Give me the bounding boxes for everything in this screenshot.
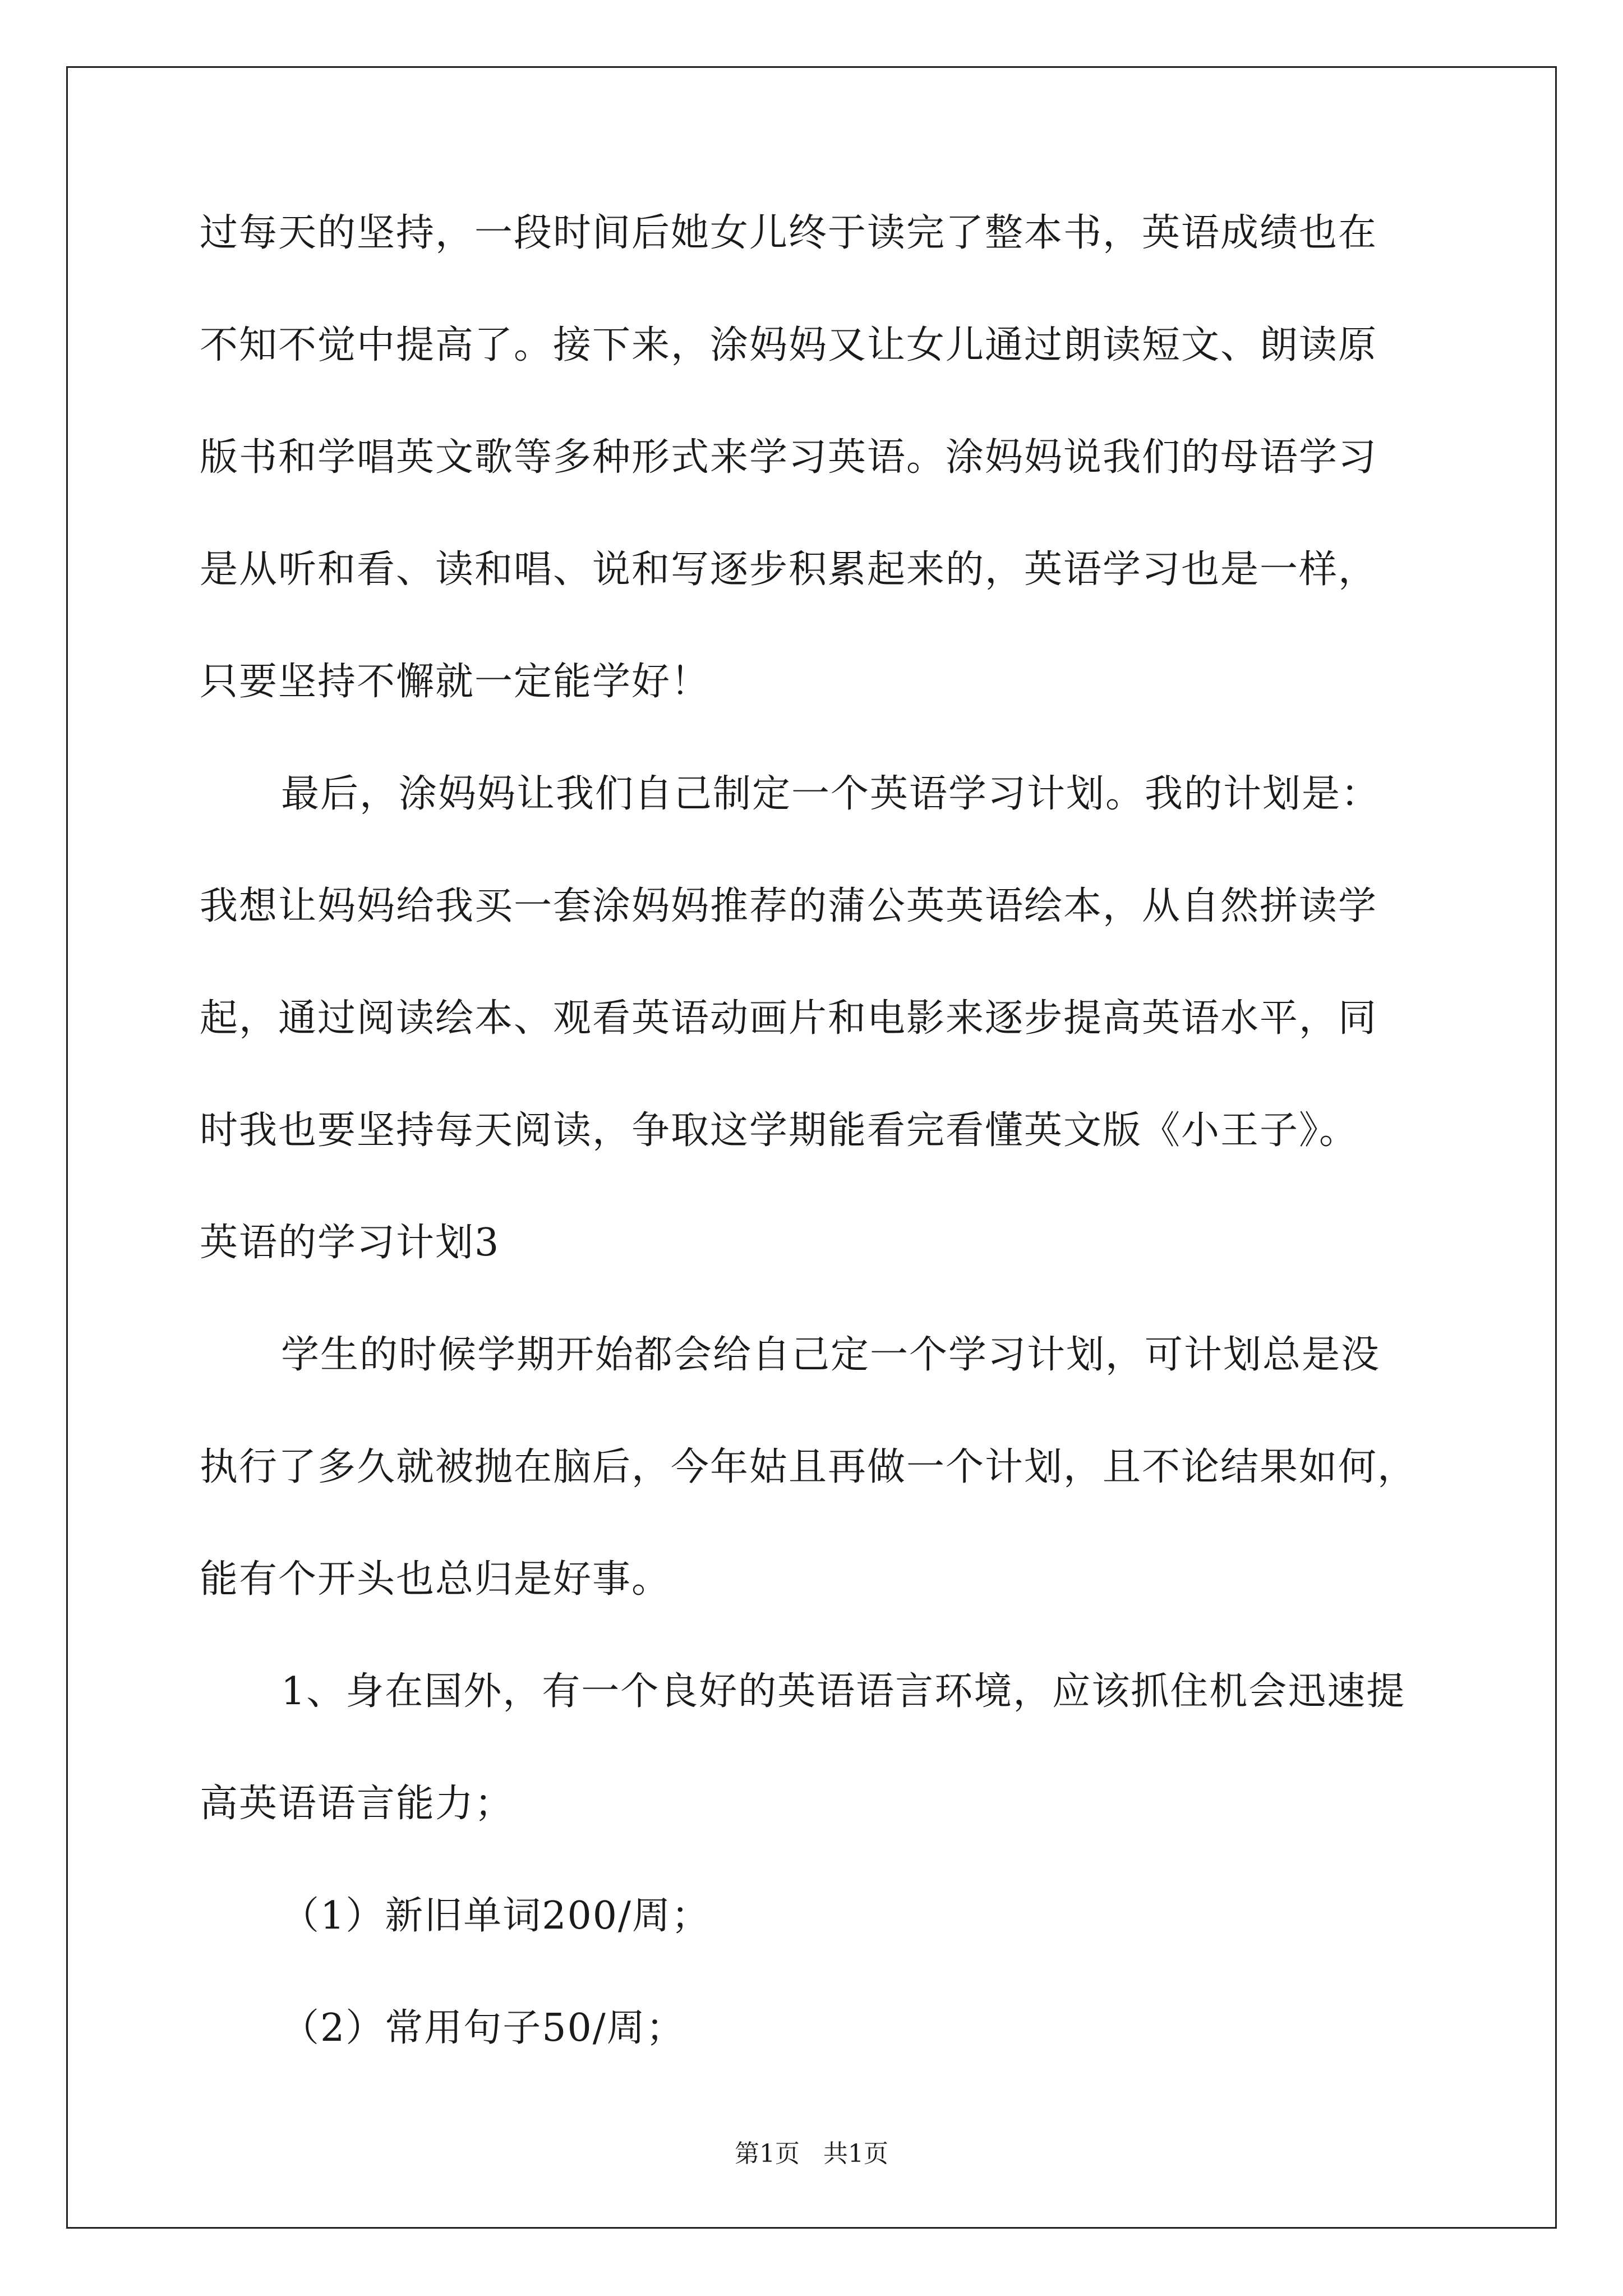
document-body [200,213,1433,2120]
text-line: 执行了多久就被抛在脑后，今年姑且再做一个计划，且不论结果如何， [200,1445,1417,1489]
list-subitem-line: （2）常用句子50/周； [281,2006,685,2050]
text-line: 版书和学唱英文歌等多种形式来学习英语。涂妈妈说我们的母语学习 [200,435,1378,480]
text-line: 高英语语言能力； [200,1782,514,1826]
paragraph-start-line: 最后，涂妈妈让我们自己制定一个英语学习计划。我的计划是： [281,772,1381,816]
text-line: 起，通过阅读绘本、观看英语动画片和电影来逐步提高英语水平，同 [200,996,1378,1041]
list-item-line: 1、身在国外，有一个良好的英语语言环境，应该抓住机会迅速提 [281,1669,1406,1714]
text-line: 能有个开头也总归是好事。 [200,1557,671,1602]
text-line: 时我也要坚持每天阅读，争取这学期能看完看懂英文版《小王子》。 [200,1108,1359,1153]
text-line: 是从听和看、读和唱、说和写逐步积累起来的，英语学习也是一样， [200,547,1378,592]
paragraph-start-line: 学生的时候学期开始都会给自己定一个学习计划，可计划总是没 [281,1333,1381,1377]
text-line: 过每天的坚持，一段时间后她女儿终于读完了整本书，英语成绩也在 [200,211,1378,255]
page-footer: 第1页 共1页 [735,2139,888,2168]
section-heading: 英语的学习计划3 [200,1221,500,1265]
text-line: 我想让妈妈给我买一套涂妈妈推荐的蒲公英英语绘本，从自然拼读学 [200,884,1378,928]
text-line: 不知不觉中提高了。接下来，涂妈妈又让女儿通过朗读短文、朗读原 [200,323,1378,367]
list-subitem-line: （1）新旧单词200/周； [281,1894,711,1938]
text-line: 只要坚持不懈就一定能学好！ [200,660,711,704]
